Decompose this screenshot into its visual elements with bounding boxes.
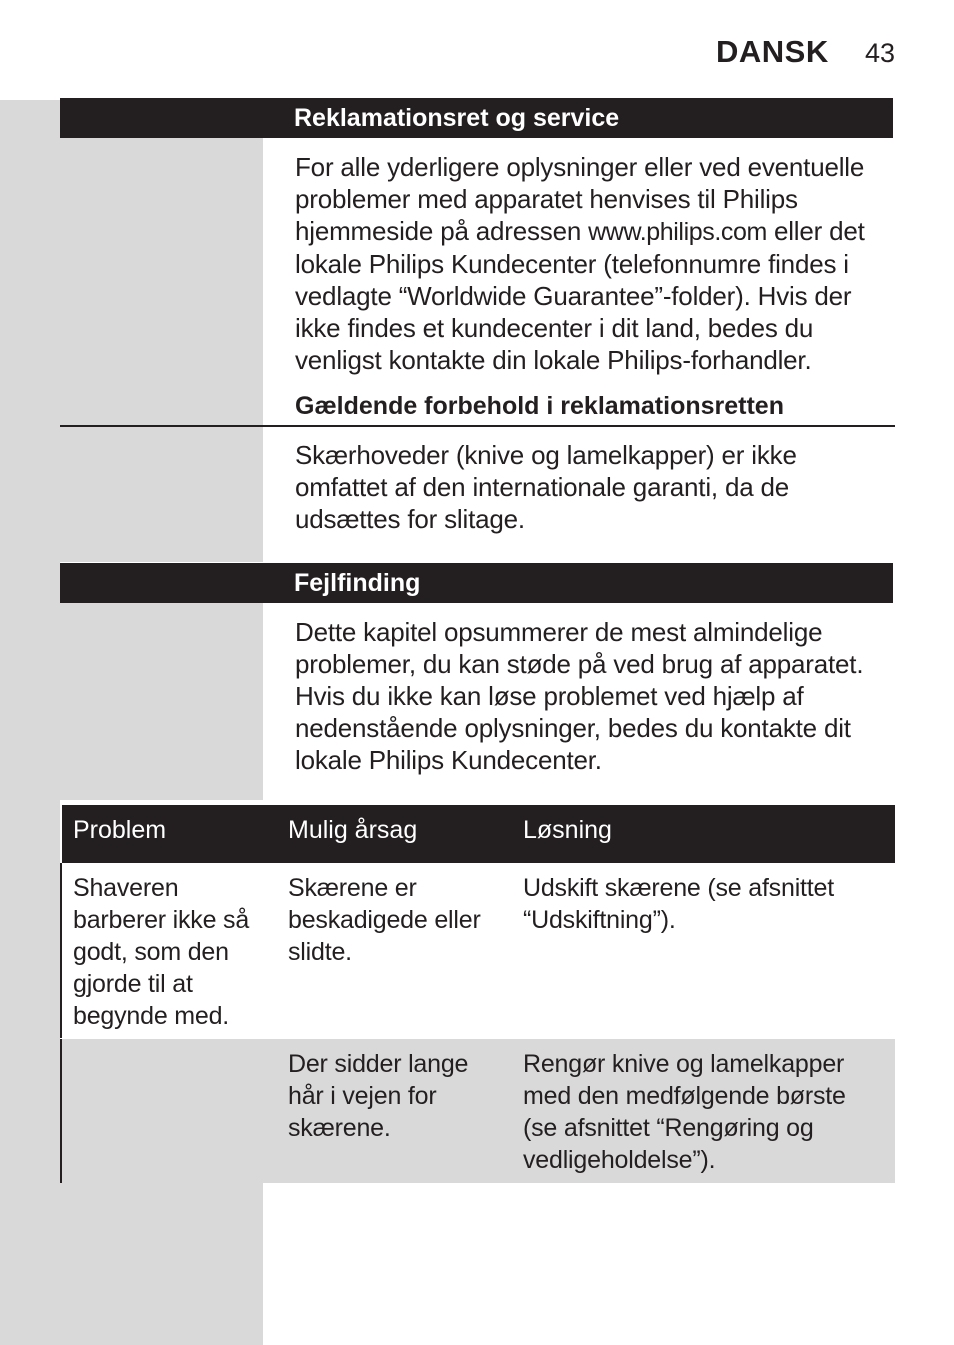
margin-block-2: [60, 427, 263, 562]
table-header-cause: Mulig årsag: [288, 816, 418, 844]
margin-block-3: [60, 603, 263, 800]
section-title-restrictions: Gældende forbehold i reklamationsretten: [295, 392, 784, 420]
table-cell-cause: Skærene er beskadigede eller slidte.: [288, 874, 481, 966]
table-header: [62, 805, 895, 863]
section-title-troubleshooting: Fejlfinding: [294, 569, 421, 597]
page-number: 43: [865, 38, 896, 68]
page-language: DANSK: [716, 34, 829, 69]
philips-website-link[interactable]: www.philips.com: [588, 218, 767, 246]
warranty-paragraph: For alle yderligere oplysninger eller ved eventuelle problemer med apparatet henvises til Philips hjemmeside på adressen www.philips.com eller det lokale Philips Kundecenter (telefonnumre findes i vedlagte “Worldwide Guarantee”-folder). Hvis der ikke findes et kundecenter i dit land, bedes du venligst kontakte din lokale Philips-forhandler.: [295, 152, 865, 375]
margin-column-bottom: [0, 1183, 263, 1345]
table-cell-problem: Shaveren barberer ikke så godt, som den gjorde til at begynde med.: [73, 874, 250, 1030]
section-bar-troubleshooting: [60, 563, 893, 603]
section-title-warranty: Reklamationsret og service: [294, 104, 620, 132]
table-cell-solution: Udskift skærene (se afsnittet “Udskiftning”).: [523, 874, 834, 934]
table-cell-cause: Der sidder lange hår i vejen for skærene.: [288, 1050, 469, 1142]
restrictions-paragraph: Skærhoveder (knive og lamelkapper) er ikke omfattet af den internationale garanti, da de udsættes for slitage.: [295, 440, 797, 534]
table-header-problem: Problem: [73, 816, 167, 844]
restrictions-divider: [60, 425, 895, 427]
margin-column-top: [0, 100, 60, 1345]
troubleshooting-paragraph: Dette kapitel opsummerer de mest almindelige problemer, du kan støde på ved brug af apparatet. Hvis du ikke kan løse problemet ved hjælp af nedenstående oplysninger, bedes du kontakte dit lokale Philips Kundecenter.: [295, 617, 864, 775]
table-header-solution: Løsning: [523, 816, 612, 844]
margin-block-1: [60, 138, 263, 425]
table-cell-solution: Rengør knive og lamelkapper med den medfølgende børste (se afsnittet “Rengøring og vedligeholdelse”).: [523, 1050, 846, 1174]
section-bar-warranty: [60, 98, 893, 138]
